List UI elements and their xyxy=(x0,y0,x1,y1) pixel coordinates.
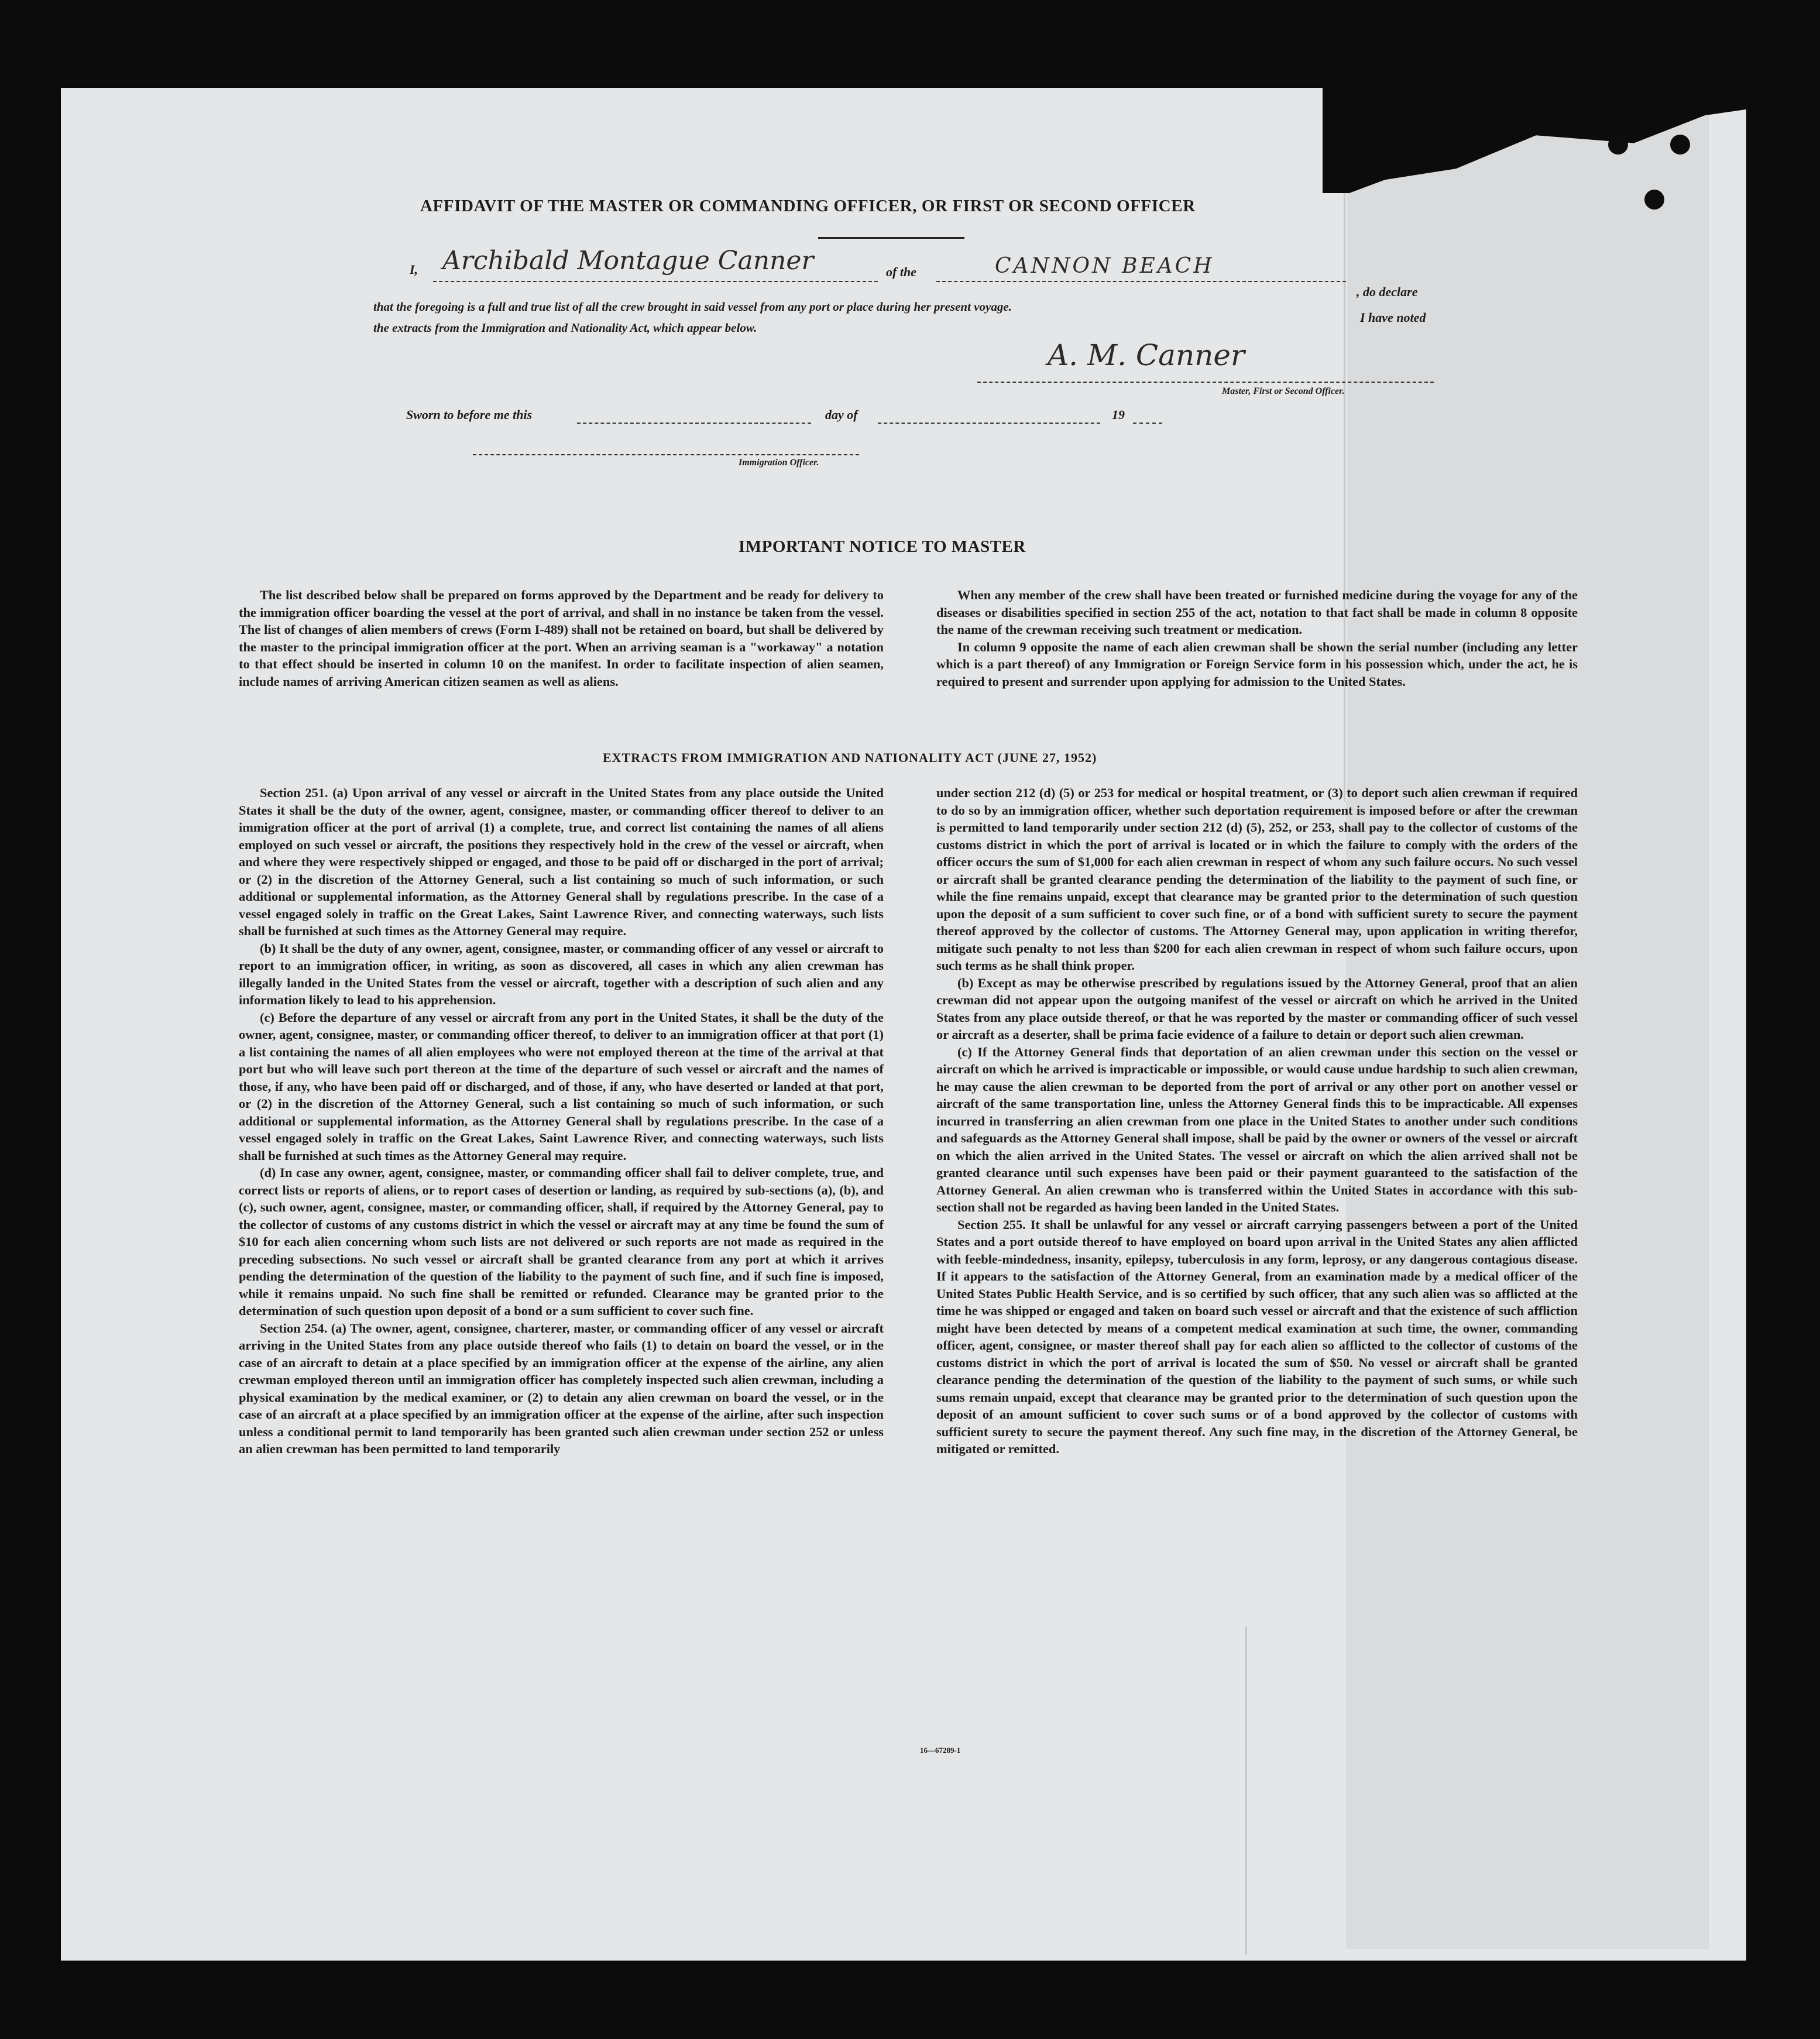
notice-paragraph: When any member of the crew shall have been treated or furnished medicine during the voyage for any of the diseases or disabilities specified in section 255 of the act, notation to that fact shall be made in column 8 opposite the name of the crewman receiving such treatment or medication. xyxy=(936,588,1578,637)
fold-crease xyxy=(1344,193,1347,802)
do-declare: , do declare xyxy=(1357,284,1418,299)
extracts-title: EXTRACTS FROM IMMIGRATION AND NATIONALITY ACT (JUNE 27, 1952) xyxy=(603,750,1097,765)
year-prefix: 19 xyxy=(1112,407,1125,422)
affidavit-title: AFFIDAVIT OF THE MASTER OR COMMANDING OFFICER, OR FIRST OR SECOND OFFICER xyxy=(420,197,1196,215)
section-paragraph: (d) In case any owner, agent, consignee, master, or commanding officer shall fail to deliver complete, true, and correct lists or reports of aliens, or to report cases of desertion or landing, as required by sub-sections (a), (b), and (c), such owner, agent, consignee, master, or commanding officer, shall, if required by the Attorney General, pay to the collector of customs of any customs district in which the vessel or aircraft may at any time be found the sum of $10 for each alien concerning whom such lists are not delivered or such reports are not made as required in the preceding subsections. No such vessel or aircraft shall be granted clearance from any port at which it arrives pending the determination of the question of the liability to the payment of such fine, and if such fine is imposed, while it remains unpaid. No such fine shall be remitted or refunded. Clearance may be granted prior to the determination of such question upon deposit of a bond or a sum sufficient to cover such fine. xyxy=(239,1165,884,1318)
signature-line xyxy=(977,382,1434,383)
paper-tear xyxy=(1245,1627,1247,1955)
day-of-label: day of xyxy=(825,407,858,422)
year-line xyxy=(1133,423,1162,424)
section-paragraph: (c) Before the departure of any vessel or aircraft from any port in the United States, it shall be the duty of the owner, agent, consignee, master, or commanding officer thereof, to deliver to an immigration officer at that port (1) a list containing the names of all alien employees who were not employed thereon at the time of the arrival at that port but who will leave such port thereon at the time of the departure of such vessel or aircraft and the names of those, if any, who have been paid off or discharged, and of those, if any, who have deserted or landed at that port, or (2) in the discretion of the Attorney General, such a list containing so much of such information, or such additional or supplemental information, as the Attorney General shall by regulations prescribe. In the case of a vessel engaged solely in traffic on the Great Lakes, Saint Lawrence River, and connecting waterways, such lists shall be furnished at such times as the Attorney General may require. xyxy=(239,1010,884,1163)
sworn-label: Sworn to before me this xyxy=(406,407,533,422)
notice-paragraph: The list described below shall be prepared on forms approved by the Department and be ready for delivery to the immigration officer boarding the vessel at the port of arrival, and shall in no instance be taken from the vessel. The list of changes of alien members of crews (Form I-489) shall not be retained on board, but shall be delivered by the master to the principal immigration officer at the port. When an arriving seaman is a "workaway" a notation to that effect should be inserted in column 10 on the manifest. In order to facilitate inspection of alien seamen, include names of arriving American citizen seamen as well as aliens. xyxy=(239,588,884,689)
vessel-name: CANNON BEACH xyxy=(995,254,1214,278)
declarant-name: Archibald Montague Canner xyxy=(442,246,814,276)
notice-paragraph: In column 9 opposite the name of each alien crewman shall be shown the serial number (including any letter which is a part thereof) of any Immigration or Foreign Service form in his possession which, under the act, he is required to present and surrender upon applying for admission to the United States. xyxy=(936,639,1578,689)
name-line xyxy=(433,281,878,282)
declare-prefix: I, xyxy=(410,262,418,277)
form-code: 16—67289-1 xyxy=(920,1746,961,1755)
section-paragraph: Section 255. It shall be unlawful for any vessel or aircraft carrying passengers between a port of the United States and a port outside thereof to have employed on board upon arrival in the United States any alien afflicted with feeble-mindedness, insanity, epilepsy, tuberculosis in any form, leprosy, or any dangerous contagious disease. If it appears to the satisfaction of the Attorney General, from an examination made by a medical officer of the United States Public Health Service, and is so certified by such officer, that any such alien was so afflicted at the time he was shipped or engaged and taken on board such vessel or aircraft and that the existence of such affliction might have been detected by means of a competent medical examination at such time, the owner, commanding officer, agent, consignee, or master thereof shall pay for each alien so afflicted to the collector of customs of the customs district in which the port of arrival is located the sum of $50. No vessel or aircraft shall be granted clearance pending the determination of the question of the liability to the payment of such sums, or while such sums remain unpaid, except that clearance may be granted prior to the determination of such question upon the deposit of an amount sufficient to cover such sums or of a bond approved by the collector of customs with sufficient surety to secure the payment thereof. Any such fine may, in the discretion of the Attorney General, be mitigated or remitted. xyxy=(936,1217,1578,1456)
section-paragraph: (c) If the Attorney General finds that deportation of an alien crewman under this section on the vessel or aircraft on which he arrived is impracticable or impossible, or would cause undue hardship to such alien crewman, he may cause the alien crewman to be deported from the port of arrival or any other port on another vessel or aircraft of the same transportation line, unless the Attorney General finds this to be impracticable. All expenses incurred in transferring an alien crewman from one place in the United States to another under such conditions and safeguards as the Attorney General shall impose, shall be paid by the owner or owners of the vessel or aircraft on which the alien arrived in the United States. The vessel or aircraft on which the alien arrived shall not be granted clearance until such expenses have been paid or their payment guaranteed to the satisfaction of the Attorney General. An alien crewman who is transferred within the United States in accordance with this sub-section shall not be regarded as having been landed in the United States. xyxy=(936,1044,1578,1214)
section-paragraph: (b) Except as may be otherwise prescribed by regulations issued by the Attorney General, proof that an alien crewman did not appear upon the outgoing manifest of the vessel or aircraft on which he arrived in the United States from any place outside thereof, or that he was reported by the master or commanding officer of such vessel or aircraft as a deserter, shall be prima facie evidence of a failure to detain or deport such alien crewman. xyxy=(936,975,1578,1042)
title-rule xyxy=(818,237,964,239)
officer-caption: Immigration Officer. xyxy=(739,458,819,468)
month-line xyxy=(878,423,1100,424)
extracts-right-column xyxy=(936,784,1578,1458)
sworn-day-line xyxy=(577,423,811,424)
master-signature: A. M. Canner xyxy=(1048,338,1245,372)
extracts-left-column xyxy=(239,784,884,1458)
section-paragraph: under section 212 (d) (5) or 253 for medical or hospital treatment, or (3) to deport such alien crewman if required to do so by an immigration officer, whether such deportation requirement is imposed before or after the crewman is permitted to land temporarily under section 212 (d) (5), 252, or 253, shall pay to the collector of customs of the customs district in which the port of arrival is located or in which the failure to comply with the orders of the officer occurs the sum of $1,000 for each alien crewman in respect of whom any such failure occurs. No such vessel or aircraft shall be granted clearance pending the determination of the liability to the payment of such fine, or while the fine remains unpaid, except that clearance may be granted prior to the determination of such question upon the deposit of a sum sufficient to cover such fine, or of a bond with sufficient surety to secure the payment thereof approved by the collector of customs. The Attorney General may, upon application in writing therefor, mitigate such penalty to not less than $200 for each alien crewman in respect of whom such failure occurs, upon such terms as he shall think proper. xyxy=(936,785,1578,973)
section-paragraph: (b) It shall be the duty of any owner, agent, consignee, master, or commanding officer of any vessel or aircraft to report to an immigration officer, in writing, as soon as discovered, all cases in which any alien crewman has illegally landed in the United States from the vessel or aircraft, together with a description of such alien and any information likely to lead to his apprehension. xyxy=(239,940,884,1007)
signature-caption: Master, First or Second Officer. xyxy=(1222,386,1345,396)
declaration-line-end: I have noted xyxy=(1360,310,1426,325)
officer-line xyxy=(473,454,859,455)
punch-hole xyxy=(1608,135,1628,155)
section-paragraph: Section 254. (a) The owner, agent, consignee, charterer, master, or commanding officer of any vessel or aircraft arriving in the United States from any place outside thereof who fails (1) to detain on board the vessel, or in the case of an aircraft to detain at a place specified by an immigration officer at the expense of the airline, any alien crewman employed thereon until an immigration officer has completely inspected such alien crewman, including a physical examination by the medical examiner, or (2) to detain any alien crewman on board the vessel, or in the case of an aircraft at a place specified by an immigration officer at the expense of the airline, after such inspection unless a conditional permit to land temporarily has been granted such alien crewman under section 252 or unless an alien crewman has been permitted to land temporarily xyxy=(239,1320,884,1456)
notice-left-column xyxy=(239,586,884,690)
of-the-label: of the xyxy=(886,265,916,279)
punch-hole xyxy=(1644,190,1664,210)
declaration-line: that the foregoing is a full and true list of all the crew brought in said vessel from any port or place during her present voyage. xyxy=(373,300,1012,314)
punch-hole xyxy=(1670,135,1690,155)
section-paragraph: Section 251. (a) Upon arrival of any vessel or aircraft in the United States from any place outside the United States it shall be the duty of the owner, agent, consignee, master, or commanding officer thereof to deliver to an immigration officer at the port of arrival (1) a complete, true, and correct list containing the names of all aliens employed on such vessel or aircraft, the positions they respectively hold in the crew of the vessel or aircraft, when and where they were respectively shipped or engaged, and those to be paid off or discharged in the port of arrival; or (2) in the discretion of the Attorney General, such a list containing so much of such information, or such additional or supplemental information, as the Attorney General shall by regulations prescribe. In the case of a vessel engaged solely in traffic on the Great Lakes, Saint Lawrence River, and connecting waterways, such lists shall be furnished at such times as the Attorney General may require. xyxy=(239,785,884,938)
notice-right-column xyxy=(936,586,1578,690)
vessel-line xyxy=(936,281,1346,282)
notice-title: IMPORTANT NOTICE TO MASTER xyxy=(739,537,1026,556)
extracts-note: the extracts from the Immigration and Nationality Act, which appear below. xyxy=(373,321,757,335)
